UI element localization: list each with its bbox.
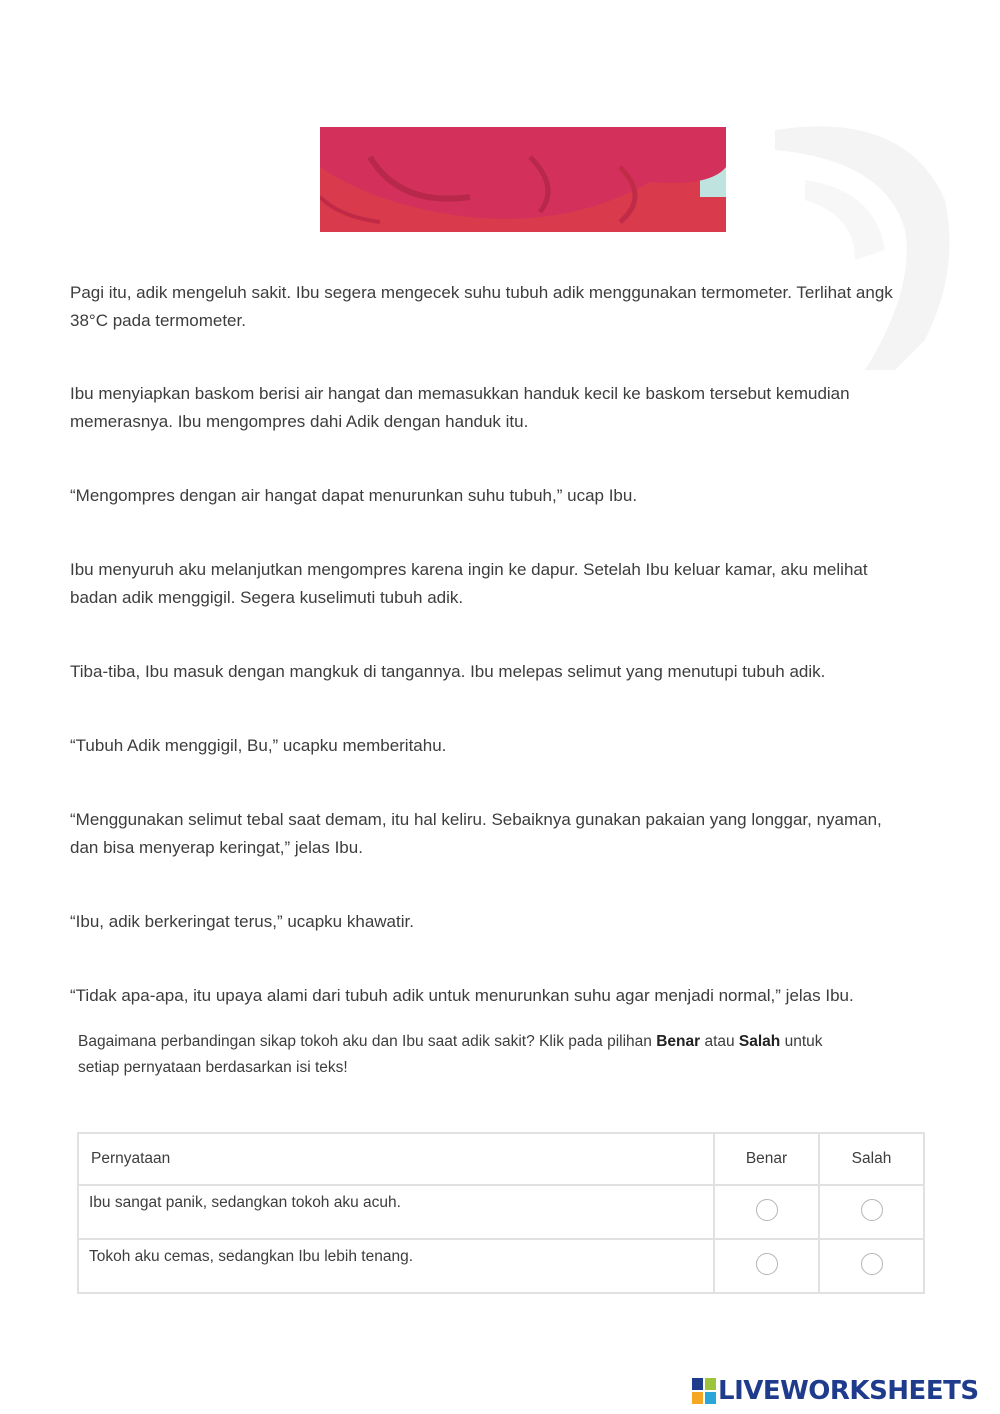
story-line: memerasnya. Ibu mengompres dahi Adik dengan handuk itu. [70,412,529,431]
salah-cell [819,1239,924,1293]
liveworksheets-logo-icon [692,1378,716,1404]
story-line: 38°C pada termometer. [70,311,246,330]
logo-text: LIVEWORKSHEETS [718,1376,979,1406]
story-line: Ibu menyuruh aku melanjutkan mengompres karena ingin ke dapur. Setelah Ibu keluar kamar, aku melihat [70,560,868,579]
question-text: atau [700,1033,739,1050]
table-row [78,1185,924,1239]
story-line: Ibu menyiapkan baskom berisi air hangat dan memasukkan handuk kecil ke baskom tersebut kemudian [70,384,850,403]
story-line: dan bisa menyerap keringat,” jelas Ibu. [70,838,363,857]
question-text: Bagaimana perbandingan sikap tokoh aku dan Ibu saat adik sakit? Klik pada pilihan [78,1033,657,1050]
benar-cell [714,1185,819,1239]
story-illustration [320,127,726,232]
benar-keyword: Benar [656,1033,701,1050]
story-line: Pagi itu, adik mengeluh sakit. Ibu segera mengecek suhu tubuh adik menggunakan termometer. Terlihat angk [70,283,893,302]
radio-salah[interactable] [861,1199,883,1221]
statement-cell: Ibu sangat panik, sedangkan tokoh aku acuh. [78,1185,714,1239]
table-row [78,1239,924,1293]
question-text: setiap pernyataan berdasarkan isi teks! [78,1059,348,1076]
radio-salah[interactable] [861,1253,883,1275]
story-line: “Mengompres dengan air hangat dapat menurunkan suhu tubuh,” ucap Ibu. [70,486,638,505]
true-false-table [77,1132,925,1294]
radio-benar[interactable] [756,1199,778,1221]
radio-benar[interactable] [756,1253,778,1275]
question-prompt [78,1029,918,1081]
story-line: badan adik menggigil. Segera kuselimuti tubuh adik. [70,588,464,607]
statement-header: Pernyataan [78,1133,714,1185]
table-header-row [78,1133,924,1185]
question-text: untuk [780,1033,823,1050]
story-line: “Tidak apa-apa, itu upaya alami dari tubuh adik untuk menurunkan suhu agar menjadi normal,” jelas Ibu. [70,986,854,1005]
salah-cell [819,1185,924,1239]
statement-cell: Tokoh aku cemas, sedangkan Ibu lebih tenang. [78,1239,714,1293]
story-line: “Ibu, adik berkeringat terus,” ucapku khawatir. [70,912,414,931]
story-line: Tiba-tiba, Ibu masuk dengan mangkuk di tangannya. Ibu melepas selimut yang menutupi tubuh adik. [70,662,826,681]
story-line: “Menggunakan selimut tebal saat demam, itu hal keliru. Sebaiknya gunakan pakaian yang longgar, nyaman, [70,810,882,829]
salah-header: Salah [819,1133,924,1185]
story-text [70,279,960,1010]
story-line: “Tubuh Adik menggigil, Bu,” ucapku memberitahu. [70,736,447,755]
benar-cell [714,1239,819,1293]
salah-keyword: Salah [738,1033,781,1050]
liveworksheets-logo[interactable] [692,1374,979,1408]
benar-header: Benar [714,1133,819,1185]
